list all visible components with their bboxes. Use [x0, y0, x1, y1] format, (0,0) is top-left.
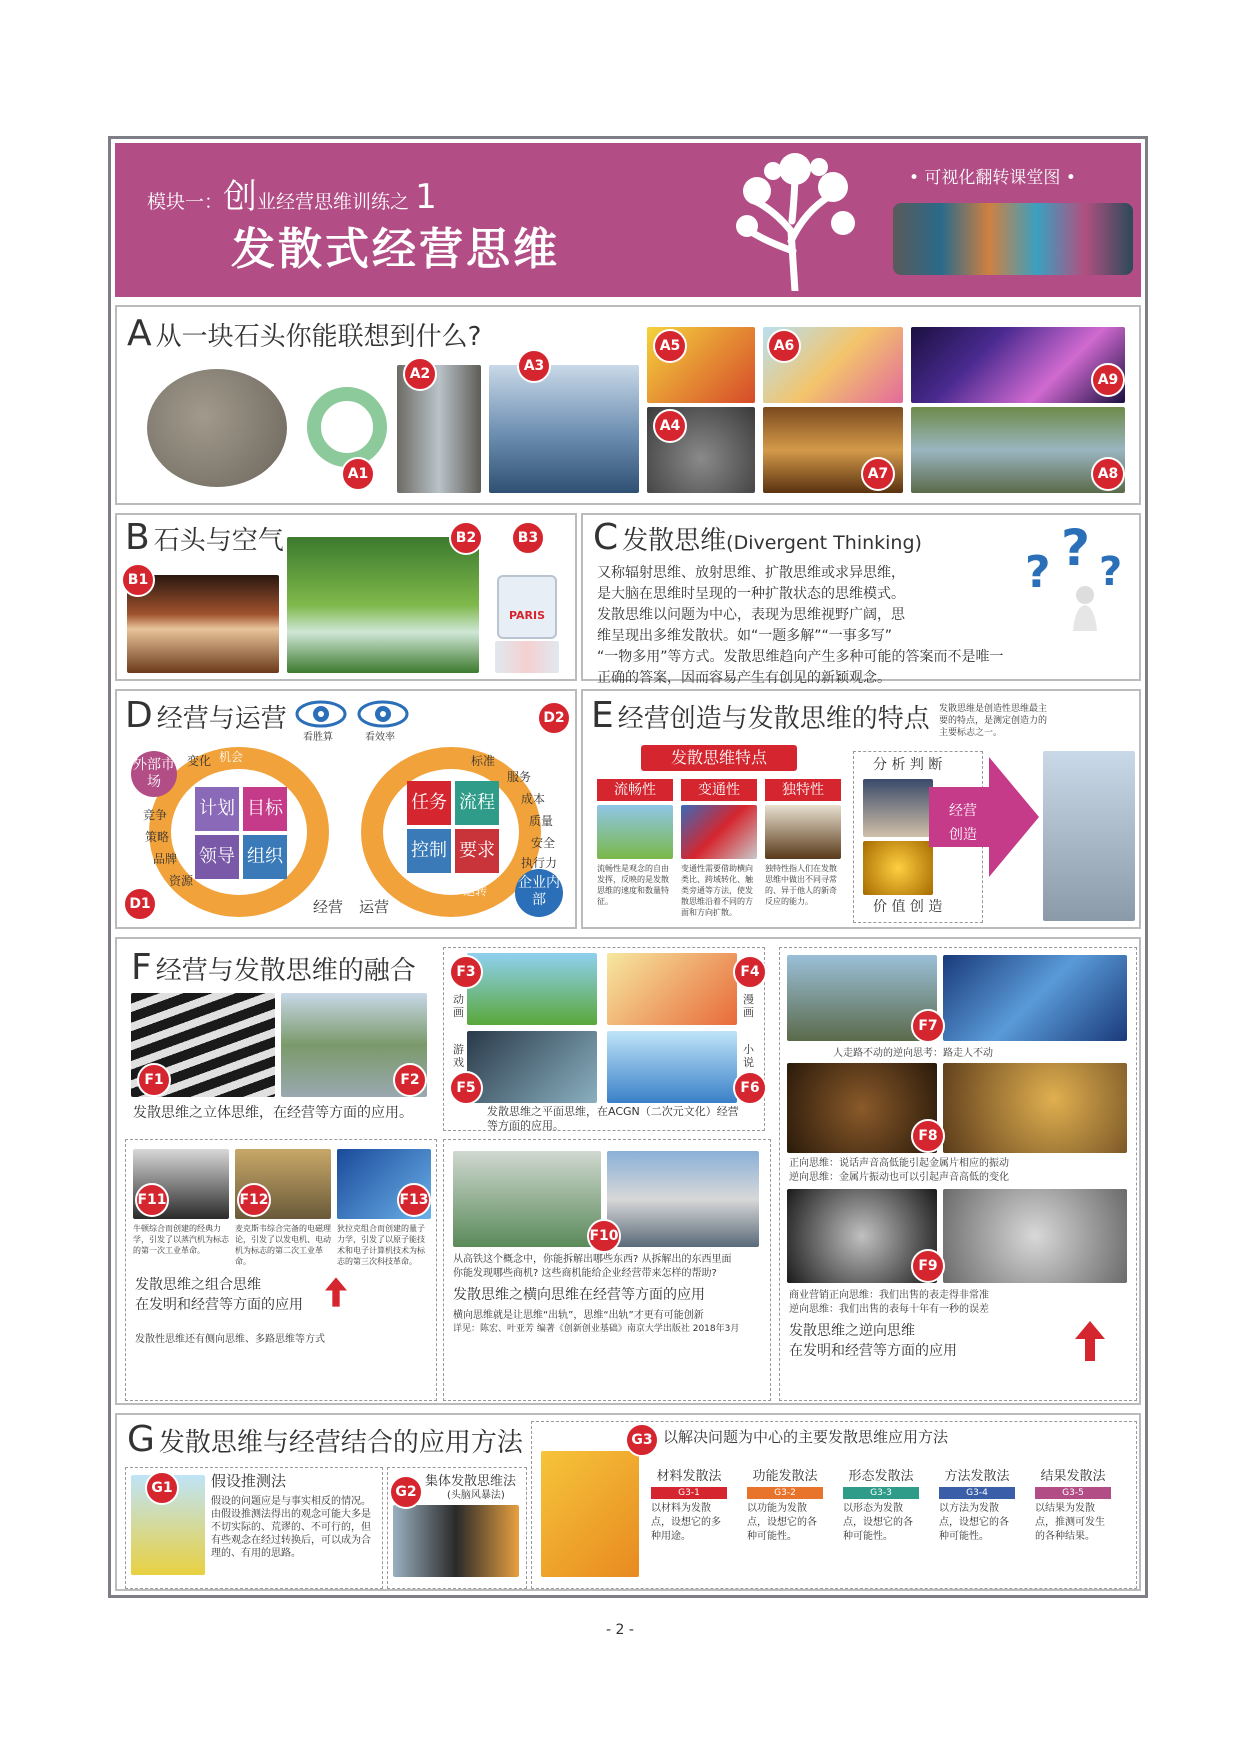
panel-a	[115, 305, 1141, 505]
badge-a9: A9	[1091, 363, 1125, 397]
panel-a-heading	[127, 313, 481, 354]
method-desc: 以结果为发散点，推测可发生的各种结果。	[1035, 1503, 1105, 1542]
panel-e-letter: E	[591, 695, 614, 736]
arc-cost: 成本	[521, 792, 546, 806]
gramophone-image	[943, 1063, 1127, 1153]
stone-image	[147, 369, 287, 487]
f10-line-1: 从高铁这个概念中，你能拆解出哪些东西? 从拆解出的东西里面	[453, 1254, 732, 1265]
comic-image	[607, 953, 737, 1025]
organize-box: 组织	[243, 835, 287, 879]
badge-f13: F13	[397, 1183, 431, 1217]
poster	[108, 136, 1148, 1598]
jar-label: PARIS	[508, 609, 546, 622]
method-desc: 以材料为发散点，设想它的多种用途。	[651, 1503, 721, 1542]
forest-stream-image	[287, 537, 479, 673]
g3-method-list	[645, 1415, 1135, 1587]
panel-e-title: 经营创造与发散思维的特点	[617, 704, 930, 734]
method-name: 形态发散法	[848, 1469, 914, 1484]
side-novel: 小说	[743, 1043, 754, 1069]
panel-g-letter: G	[127, 1419, 155, 1460]
panel-c-body	[597, 563, 1033, 689]
air-jar-image	[497, 575, 557, 639]
f11-desc: 牛顿综合而创建的经典力学，引发了以蒸汽机为标志的第一次工业革命。	[133, 1224, 229, 1255]
arc-strategy: 策略	[145, 830, 170, 844]
module-big-char: 创	[223, 177, 258, 217]
badge-b3: B3	[511, 521, 545, 555]
require-box: 要求	[455, 829, 499, 873]
header-image-strip	[893, 203, 1133, 275]
c-line: 正确的答案，因而容易产生有创见的新颖观念。	[597, 670, 891, 686]
g3-method-4	[939, 1465, 1015, 1544]
badge-f11: F11	[135, 1183, 169, 1217]
svg-text:?: ?	[1061, 523, 1091, 577]
page-title: 发散式经营思维	[231, 224, 560, 275]
panel-c-heading	[593, 517, 922, 558]
g3-method-1	[651, 1465, 727, 1544]
game-image	[467, 1031, 597, 1103]
g2-image	[393, 1505, 519, 1577]
question-figure-icon	[1023, 523, 1137, 631]
bullet-train-image	[607, 1151, 759, 1247]
g3-title: 以解决问题为中心的主要发散思维应用方法	[663, 1428, 949, 1446]
arc-standard: 标准	[471, 754, 496, 768]
feature-bar: 发散思维特点	[641, 745, 797, 771]
f1113-note: 发散性思维还有侧向思维、多路思维等方式	[135, 1334, 325, 1345]
panel-c-letter: C	[593, 517, 619, 558]
g3-method-3	[843, 1465, 919, 1544]
panel-e-heading	[591, 695, 930, 736]
c-line: 又称辐射思维、放射思维、扩散思维或求异思维，	[597, 565, 905, 581]
f8-caption-1: 正向思维：说话声音高低能引起金属片相应的振动	[789, 1158, 1009, 1169]
f10-line-2: 你能发现哪些商机? 这些商机能给企业经营带来怎样的帮助?	[453, 1268, 717, 1279]
moose-image	[765, 805, 841, 859]
badge-f5: F5	[449, 1071, 483, 1105]
panel-e	[581, 689, 1141, 929]
f13-desc: 狄拉克组合而创建的量子力学，引发了以原子能技术和电子计算机技术为标志的第三次科技革命。	[337, 1224, 425, 1266]
station-image	[453, 1151, 601, 1247]
badge-f8: F8	[911, 1119, 945, 1153]
g1-title: 假设推测法	[211, 1472, 287, 1490]
badge-g1: G1	[145, 1471, 179, 1505]
arc-resource: 资源	[169, 874, 194, 888]
big-arrow-icon	[929, 757, 1039, 877]
badge-b2: B2	[449, 521, 483, 555]
method-tag: G3-4	[939, 1487, 1015, 1499]
originality-desc: 独特性指人们在发散思维中做出不同寻常的、异于他人的新奇反应的能力。	[765, 864, 837, 906]
badge-g3: G3	[625, 1423, 659, 1457]
judge-label: 分 析 判 断	[873, 757, 943, 773]
fluency-tag: 流畅性	[597, 779, 673, 801]
module-rest: 业经营思维训练之	[257, 191, 410, 213]
up-arrow-icon	[1075, 1321, 1105, 1361]
task-box: 任务	[407, 781, 451, 825]
f10-note: 横向思维就是让思维“出轨”，思维“出轨”才更有可能创新	[453, 1310, 704, 1321]
badge-a2: A2	[403, 357, 437, 391]
f7-caption: 人走路不动的逆向思考：路走人不动	[833, 1048, 993, 1059]
badge-a5: A5	[653, 329, 687, 363]
arrow-operate: 经营	[949, 803, 977, 819]
side-game: 游戏	[453, 1043, 464, 1069]
f1113-title-1: 发散思维之组合思维	[135, 1277, 261, 1293]
plan-box: 计划	[195, 787, 239, 831]
tree-logo-icon	[735, 151, 855, 291]
badge-f2: F2	[393, 1063, 427, 1097]
c-line: “一物多用”等方式。发散思维趋向产生多种可能的答案而不是唯一	[597, 649, 1004, 665]
badge-b1: B1	[121, 563, 155, 597]
method-desc: 以功能为发散点，设想它的各种可能性。	[747, 1503, 817, 1542]
f1113-title-2: 在发明和经营等方面的应用	[135, 1297, 303, 1313]
temple-image	[1043, 751, 1135, 921]
panel-b-title: 石头与空气	[153, 526, 284, 556]
badge-a1: A1	[341, 457, 375, 491]
panel-a-letter: A	[127, 313, 152, 354]
f9-title-2: 在发明和经营等方面的应用	[789, 1343, 957, 1359]
page-number: - 2 -	[606, 1622, 634, 1638]
badge-a6: A6	[767, 329, 801, 363]
f9-title-1: 发散思维之逆向思维	[789, 1323, 915, 1339]
air-jars-small-image	[495, 641, 559, 673]
g2-title: 集体发散思维法	[425, 1474, 517, 1489]
f8-caption-2: 逆向思维：金属片振动也可以引起声音高低的变化	[789, 1172, 1009, 1183]
arc-safety: 安全	[531, 836, 556, 850]
flexibility-desc: 变通性需要借助横向类比、跨域转化、触类旁通等方法，使发散思维沿着不同的方面和方向扩散。	[681, 864, 753, 917]
f12-caption: 发散思维之立体思维，在经营等方面的应用。	[133, 1105, 413, 1121]
c-line: 发散思维以问题为中心，表现为思维视野广阔，思	[597, 607, 905, 623]
badge-d1: D1	[123, 887, 157, 921]
panel-d	[115, 689, 577, 929]
badge-a8: A8	[1091, 457, 1125, 491]
animation-image	[467, 953, 597, 1025]
panel-g-heading	[127, 1419, 523, 1460]
svg-text:?: ?	[1099, 549, 1123, 595]
badge-a3: A3	[517, 349, 551, 383]
badge-f3: F3	[449, 955, 483, 989]
svg-text:?: ?	[1025, 547, 1051, 598]
badge-g2: G2	[389, 1475, 423, 1509]
method-tag: G3-5	[1035, 1487, 1111, 1499]
landscape-image	[597, 805, 673, 859]
panel-g	[115, 1413, 1141, 1591]
method-desc: 以方法为发散点，设想它的各种可能性。	[939, 1503, 1009, 1542]
lead-box: 领导	[195, 835, 239, 879]
badge-f12: F12	[237, 1183, 271, 1217]
f9-caption-2: 逆向思维：我们出售的表每十年有一秒的误差	[789, 1304, 989, 1315]
process-box: 流程	[455, 781, 499, 825]
create-label: 价 值 创 造	[873, 899, 943, 915]
panel-d-letter: D	[125, 695, 153, 736]
f10-title: 发散思维之横向思维在经营等方面的应用	[453, 1287, 705, 1303]
side-animation: 动画	[453, 993, 464, 1019]
eye1-label: 看胜算	[303, 732, 333, 743]
f10-cite: 详见：陈宏、叶亚芳 编著《创新创业基础》南京大学出版社 2018年3月	[453, 1324, 740, 1334]
panel-d-heading	[125, 695, 287, 736]
outer-market-badge: 外部市场	[131, 751, 177, 797]
badge-d2: D2	[537, 701, 571, 735]
visual-class-label: • 可视化翻转课堂图 •	[909, 168, 1076, 188]
businessman-image	[863, 779, 933, 837]
badge-f9: F9	[911, 1249, 945, 1283]
novel-image	[607, 1031, 737, 1103]
method-tag: G3-2	[747, 1487, 823, 1499]
badge-f7: F7	[911, 1009, 945, 1043]
module-subtitle	[147, 169, 437, 218]
panel-d-title: 经营与运营	[156, 704, 287, 734]
eye-icon	[295, 699, 347, 729]
method-name: 材料发散法	[656, 1469, 722, 1484]
arc-execution: 执行力	[521, 856, 558, 870]
badge-f4: F4	[733, 955, 767, 989]
badge-f1: F1	[137, 1063, 171, 1097]
g2-sub: (头脑风暴法)	[447, 1490, 505, 1501]
panel-e-note: 发散思维是创造性思维最主要的特点，是测定创造力的主要标志之一。	[939, 704, 1048, 738]
panel-g-title: 发散思维与经营结合的应用方法	[158, 1428, 523, 1458]
module-prefix: 模块一：	[147, 191, 224, 213]
badge-a7: A7	[861, 457, 895, 491]
method-tag: G3-1	[651, 1487, 727, 1499]
g3-method-5	[1035, 1465, 1111, 1544]
arc-service: 服务	[507, 770, 532, 784]
jade-bracelet-image	[307, 387, 387, 467]
panel-c-title: 发散思维	[622, 526, 727, 556]
clock-gears-image	[943, 1189, 1127, 1283]
arc-operation: 运转	[463, 884, 488, 898]
panel-c	[581, 513, 1141, 686]
panel-f	[115, 937, 1141, 1405]
flexibility-tag: 变通性	[681, 779, 757, 801]
c-line: 维呈现出多维发散状。如“一题多解”“一事多写”	[597, 628, 893, 644]
panel-c-title-en: (Divergent Thinking)	[726, 532, 922, 554]
panel-b	[115, 513, 577, 681]
goal-box: 目标	[243, 787, 287, 831]
f12-desc: 麦克斯韦综合完备的电磁理论，引发了以发电机、电动机为标志的第二次工业革命。	[235, 1224, 331, 1266]
inner-enterprise-badge: 企业内部	[515, 869, 563, 917]
g3-key-image	[541, 1451, 639, 1577]
arc-competition: 竞争	[143, 808, 168, 822]
arrow-create: 创造	[949, 827, 977, 843]
eye-icon	[357, 699, 409, 729]
up-arrow-icon	[325, 1277, 347, 1307]
c-line: 是大脑在思维时呈现的一种扩散状态的思维模式。	[597, 586, 905, 602]
arc-opportunity: 机会	[219, 750, 244, 764]
badge-f6: F6	[733, 1071, 767, 1105]
g1-desc: 假设的问题应是与事实相反的情况。由假设推测法得出的观念可能大多是不切实际的、荒谬的、不可行的，但有些观念在经过转换后，可以成为合理的、有用的思路。	[211, 1496, 371, 1559]
panel-f-letter: F	[131, 947, 152, 988]
panel-b-letter: B	[125, 517, 150, 558]
escalator-image	[943, 955, 1127, 1041]
f9-caption-1: 商业营销正向思维：我们出售的表走得非常准	[789, 1290, 989, 1301]
method-name: 结果发散法	[1040, 1469, 1106, 1484]
originality-tag: 独特性	[765, 779, 841, 801]
gold-bulb-image	[863, 841, 933, 895]
panel-f-heading	[131, 947, 416, 988]
arc-change: 变化	[187, 754, 212, 768]
transformer-image	[681, 805, 757, 859]
method-desc: 以形态为发散点，设想它的各种可能性。	[843, 1503, 913, 1542]
arc-brand: 品牌	[153, 852, 178, 866]
panel-f-title: 经营与发散思维的融合	[155, 956, 416, 986]
g3-method-2	[747, 1465, 823, 1544]
bottom-run-label: 运营	[359, 898, 390, 916]
fluency-desc: 流畅性是观念的自由发挥，反映的是发散思维的速度和数量特征。	[597, 864, 669, 906]
badge-f10: F10	[587, 1219, 621, 1253]
header-banner	[115, 143, 1141, 297]
method-name: 方法发散法	[944, 1469, 1010, 1484]
arc-quality: 质量	[529, 814, 554, 828]
f36-caption: 发散思维之平面思维，在ACGN（二次元文化）经营等方面的应用。	[487, 1105, 739, 1132]
control-box: 控制	[407, 829, 451, 873]
panel-b-heading	[125, 517, 284, 558]
bottom-operate-label: 经营	[313, 898, 344, 916]
method-name: 功能发散法	[752, 1469, 818, 1484]
module-number: 1	[415, 177, 437, 217]
method-tag: G3-3	[843, 1487, 919, 1499]
meteor-image	[911, 327, 1125, 403]
eye2-label: 看效率	[365, 732, 395, 743]
fjord-image	[489, 365, 639, 493]
badge-a4: A4	[653, 409, 687, 443]
side-comic: 漫画	[743, 993, 754, 1019]
panel-a-title: 从一块石头你能联想到什么?	[155, 322, 482, 352]
